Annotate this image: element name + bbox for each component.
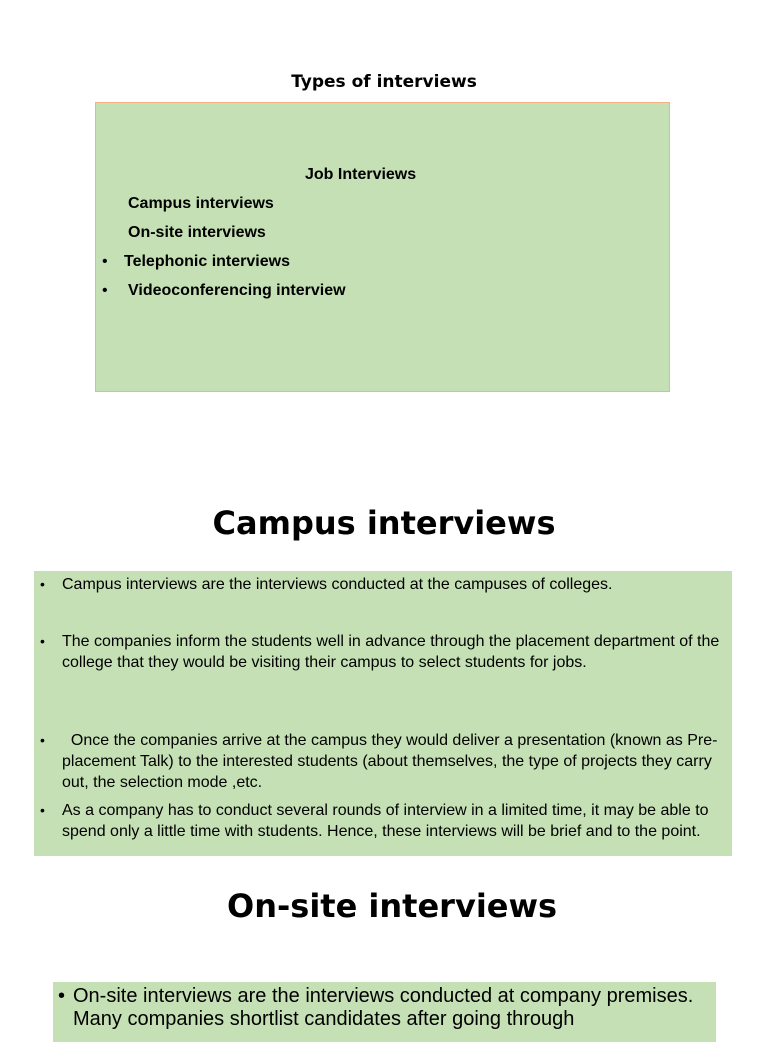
bullet-text: Campus interviews are the interviews conducted at the campuses of colleges. — [62, 576, 613, 593]
section-title-on-site-interviews: On-site interviews — [227, 887, 558, 925]
list-item: Videoconferencing interview — [128, 282, 346, 299]
bullet-icon: • — [40, 633, 45, 649]
job-interviews-box — [95, 102, 670, 392]
bullet-text: On-site interviews are the interviews conducted at company premises. Many companies shortlist candidates after going through — [73, 985, 694, 1030]
bullet-icon: • — [40, 732, 45, 748]
slide-title-types-of-interviews: Types of interviews — [291, 72, 477, 92]
list-item: Campus interviews — [128, 195, 274, 212]
bullet-text: Once the companies arrive at the campus they would deliver a presentation (known as Pre-placement Talk) to the interested students (about themselves, the type of projects they carry out, the selection mode ,etc. — [62, 732, 718, 791]
list-item: On-site interviews — [128, 224, 266, 241]
bullet-icon: • — [102, 253, 108, 270]
bullet-icon: • — [40, 576, 45, 592]
list-item: Telephonic interviews — [124, 253, 290, 270]
bullet-icon: • — [40, 802, 45, 818]
box-heading: Job Interviews — [305, 166, 417, 183]
bullet-text: The companies inform the students well in advance through the placement department of the college that they would be visiting their campus to select students for jobs. — [62, 633, 720, 671]
campus-interviews-box — [34, 571, 732, 856]
section-title-campus-interviews: Campus interviews — [212, 504, 556, 542]
on-site-interviews-box — [53, 982, 716, 1042]
bullet-text: As a company has to conduct several rounds of interview in a limited time, it may be able to spend only a little time with students. Hence, these interviews will be brief and to the point. — [62, 802, 709, 840]
bullet-icon: • — [102, 282, 108, 299]
bullet-icon: • — [58, 985, 66, 1007]
